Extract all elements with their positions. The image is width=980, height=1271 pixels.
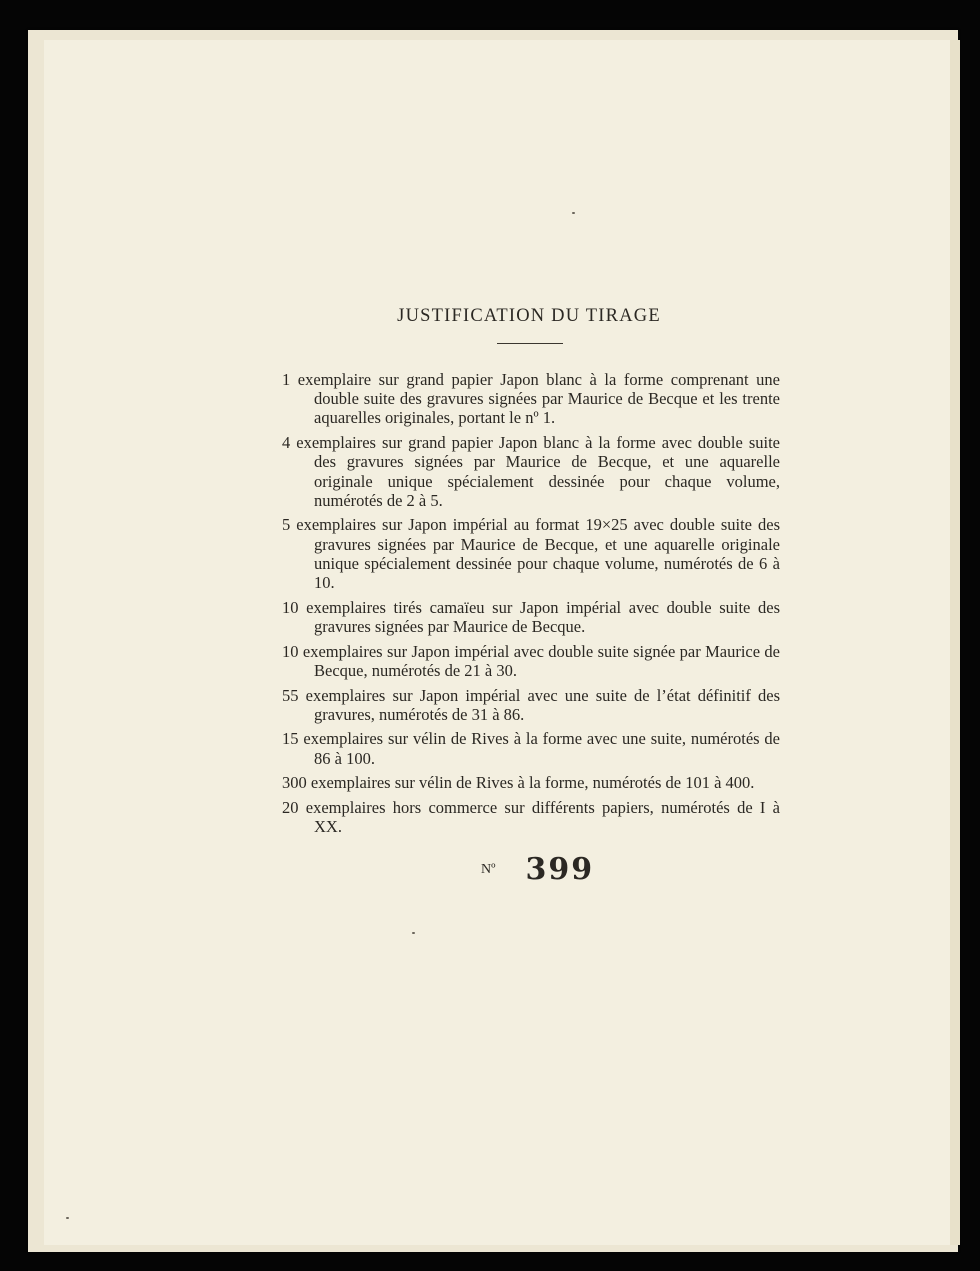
paper-speck <box>66 1217 69 1219</box>
page-right-edge <box>950 40 960 1245</box>
edition-list <box>282 370 780 842</box>
edition-entry <box>282 686 780 724</box>
page-title: JUSTIFICATION DU TIRAGE <box>397 306 661 326</box>
edition-entry <box>282 433 780 510</box>
entry-text: exemplaires sur grand papier Japon blanc à la forme avec double suite des gravures signées par Maurice de Becque, et une aquarelle originale unique spécialement dessinée pour chaque volume, numérotés de 2 à 5. <box>296 433 780 510</box>
copy-number-value: 399 <box>525 852 595 887</box>
edition-entry <box>282 773 780 792</box>
entry-count: 55 <box>282 685 299 705</box>
edition-entry <box>282 729 780 767</box>
entry-text: exemplaires sur vélin de Rives à la forme, numérotés de 101 à 400. <box>310 773 755 793</box>
entry-count: 5 <box>282 515 291 535</box>
entry-count: 4 <box>282 433 291 453</box>
edition-entry <box>282 370 780 428</box>
copy-number <box>481 852 594 887</box>
entry-text: exemplaires sur Japon impérial au format 19×25 avec double suite des gravures signées par Maurice de Becque, et une aquarelle originale unique spécialement dessinée pour chaque volume, numérotés de 6 à 10. <box>296 515 781 593</box>
entry-count: 10 <box>282 597 299 617</box>
title-rule <box>497 343 563 344</box>
entry-text: exemplaires sur Japon impérial avec double suite signée par Maurice de Becque, numérotés de 21 à 30. <box>302 641 780 680</box>
copy-number-label: Nº <box>481 862 496 877</box>
entry-text: exemplaires sur Japon impérial avec une suite de l’état définitif des gravures, numérotés de 31 à 86. <box>305 685 781 724</box>
edition-entry <box>282 598 780 636</box>
edition-entry <box>282 515 780 592</box>
entry-text: exemplaires tirés camaïeu sur Japon impérial avec double suite des gravures signées par Maurice de Becque. <box>306 597 780 636</box>
entry-count: 10 <box>282 641 299 661</box>
entry-text: exemplaires sur vélin de Rives à la forme avec une suite, numérotés de 86 à 100. <box>303 729 781 768</box>
entry-count: 15 <box>282 729 299 749</box>
paper-speck <box>572 212 575 214</box>
edition-entry <box>282 642 780 680</box>
paper-speck <box>412 932 415 934</box>
entry-count: 20 <box>282 798 299 818</box>
entry-text: exemplaires hors commerce sur différents papiers, numérotés de I à XX. <box>305 798 781 837</box>
edition-entry <box>282 798 780 836</box>
entry-count: 300 <box>282 773 307 793</box>
entry-count: 1 <box>282 370 291 389</box>
entry-text: exemplaire sur grand papier Japon blanc à la forme comprenant une double suite des gravures signées par Maurice de Becque et les trente aquarelles originales, portant le nº 1. <box>297 370 781 428</box>
